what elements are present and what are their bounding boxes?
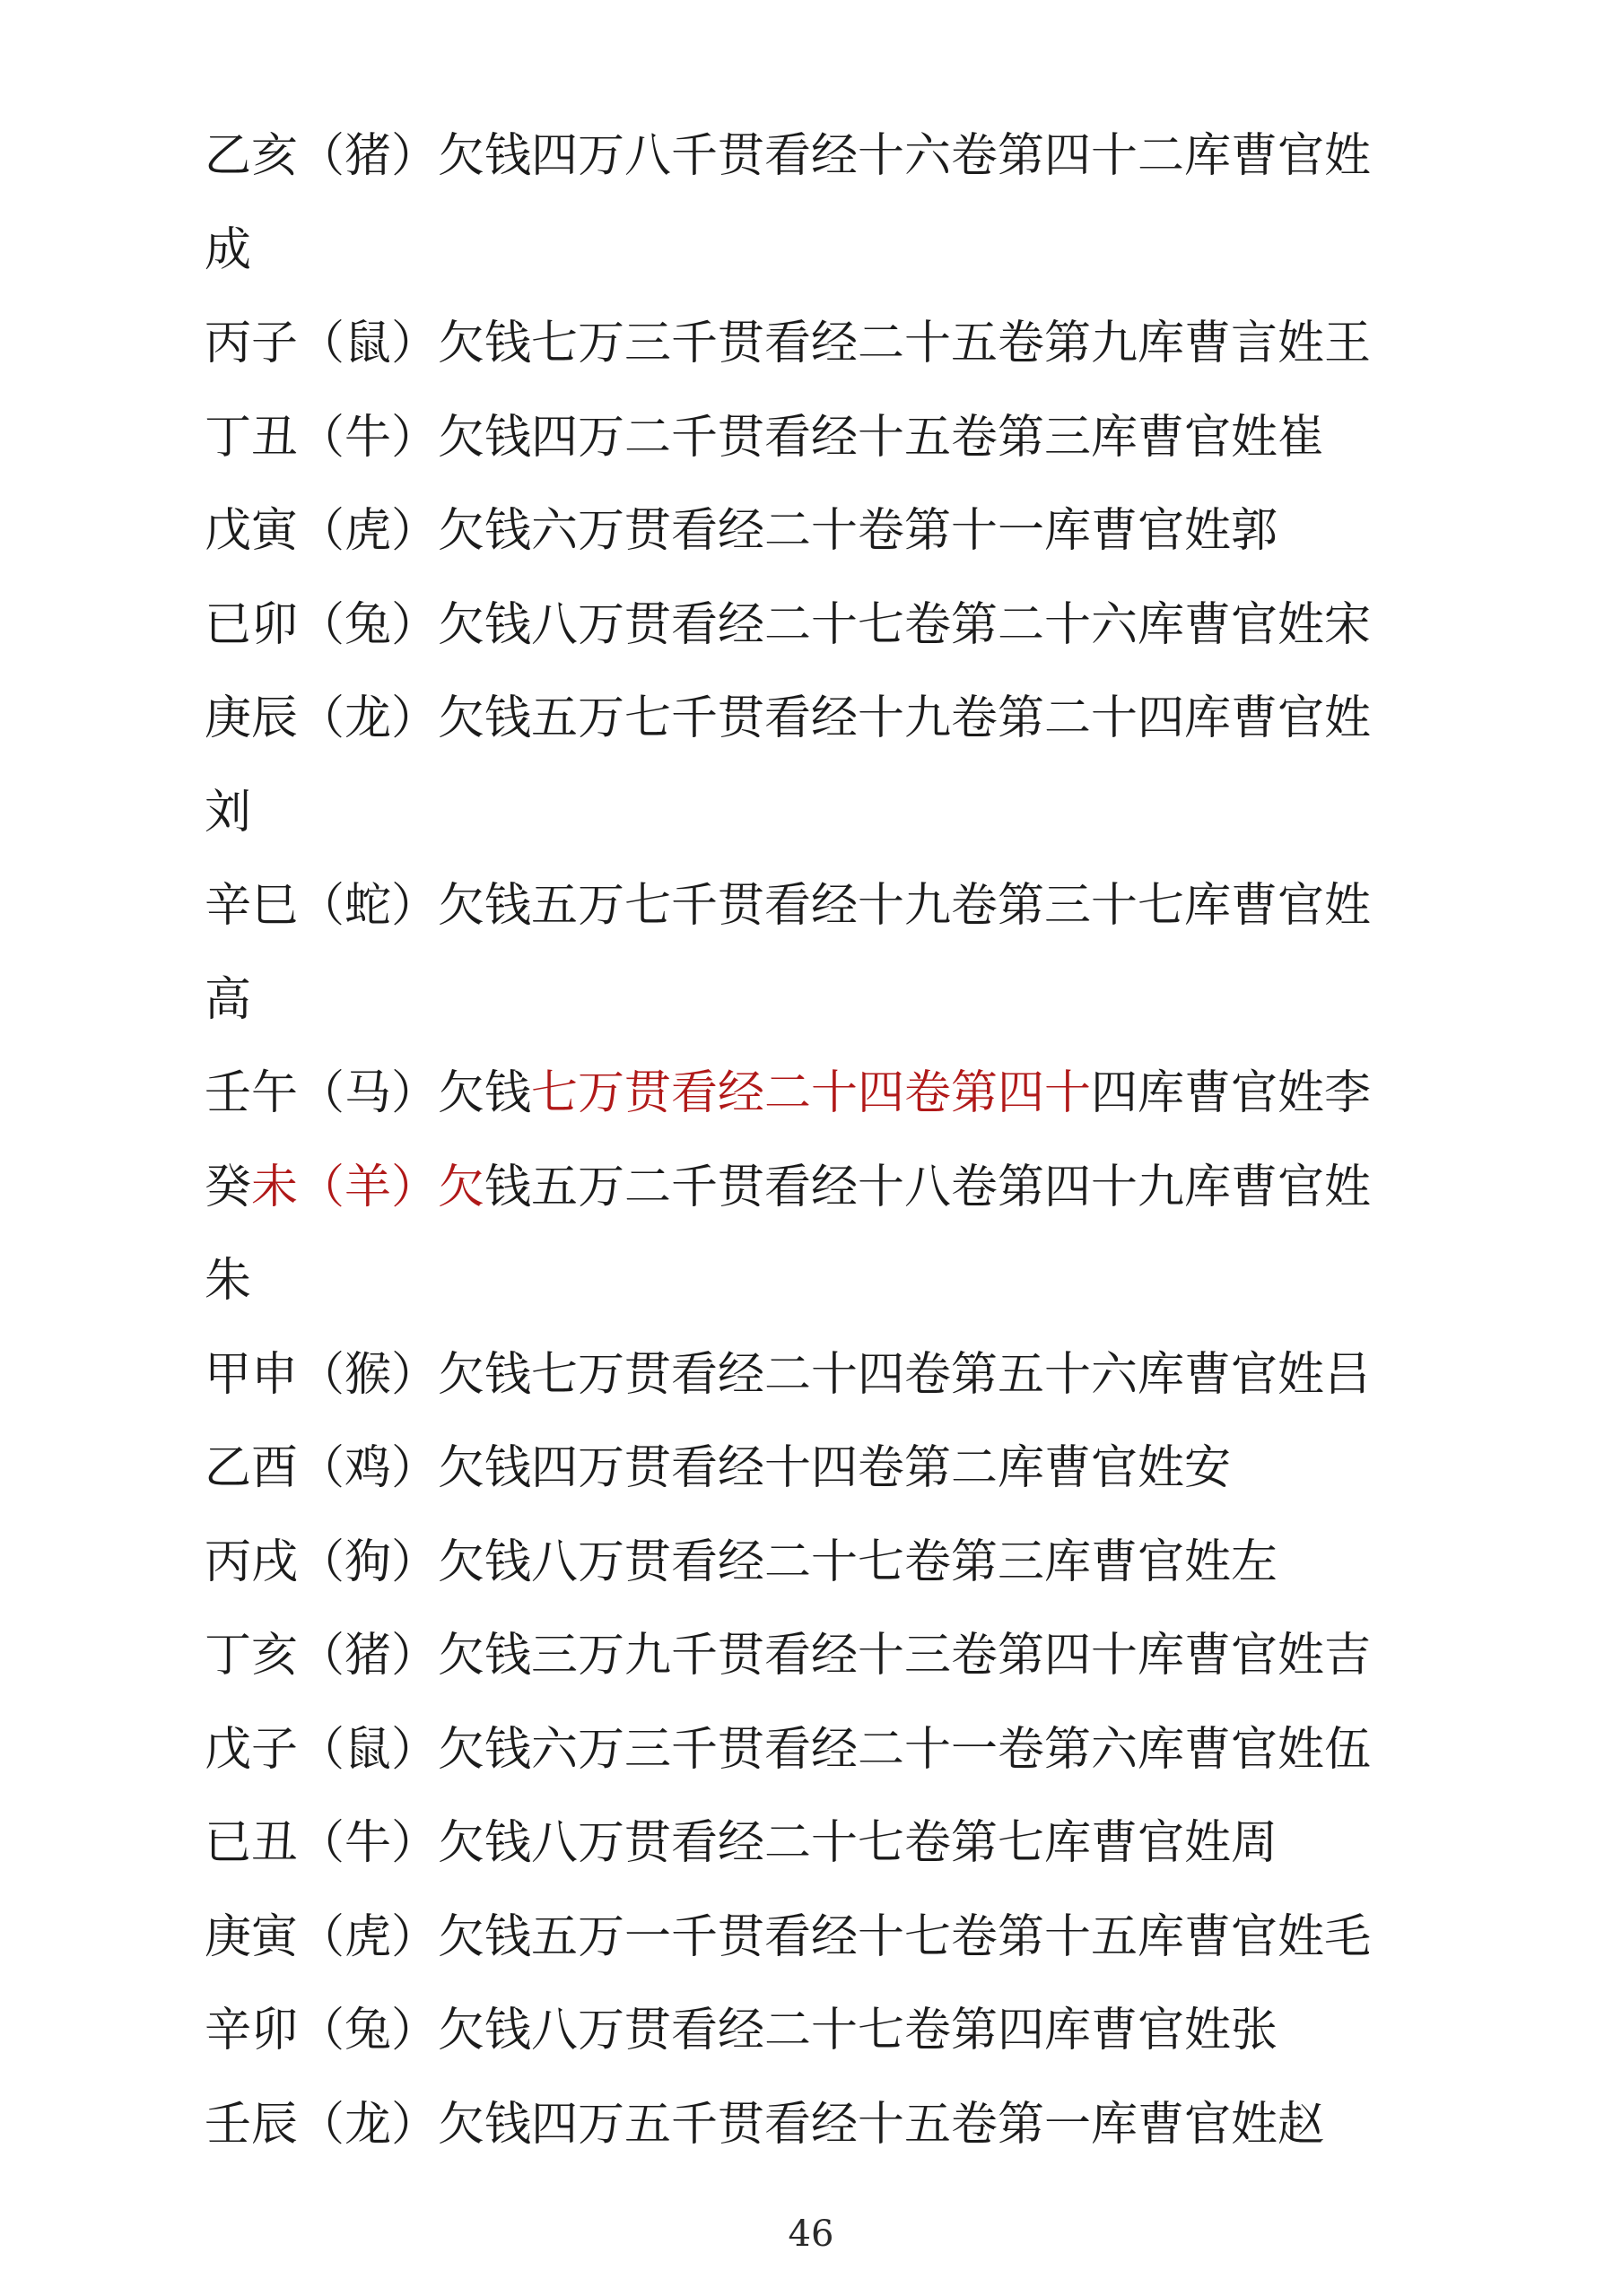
highlighted-text-segment: 七万贯看经二十四卷第四十: [531, 1066, 1092, 1120]
text-line: [205, 578, 1461, 673]
text-line: [205, 766, 1461, 860]
text-line: [205, 2078, 1461, 2172]
text-line: [205, 1516, 1461, 1610]
text-segment: 乙亥（猪）欠钱四万八千贯看经十六卷第四十二库曹官姓: [205, 129, 1372, 183]
highlighted-text-segment: 未（羊）欠: [251, 1160, 485, 1214]
text-segment: 乙酉（鸡）欠钱四万贯看经十四卷第二库曹官姓安: [205, 1441, 1232, 1495]
text-segment: 丙戌（狗）欠钱八万贯看经二十七卷第三库曹官姓左: [205, 1535, 1278, 1589]
text-segment: 戊子（鼠）欠钱六万三千贯看经二十一卷第六库曹官姓伍: [205, 1722, 1372, 1777]
text-segment: 癸: [205, 1160, 252, 1214]
text-line: [205, 204, 1461, 298]
text-line: [205, 1328, 1461, 1422]
text-line: [205, 1796, 1461, 1891]
text-line: [205, 1984, 1461, 2078]
text-segment: 丁丑（牛）欠钱四万二千贯看经十五卷第三库曹官姓崔: [205, 410, 1325, 465]
text-segment: 朱: [205, 1254, 252, 1308]
text-segment: 庚辰（龙）欠钱五万七千贯看经十九卷第二十四库曹官姓: [205, 691, 1372, 745]
text-segment: 壬午（马）欠钱: [205, 1066, 532, 1120]
text-segment: 戊寅（虎）欠钱六万贯看经二十卷第十一库曹官姓郭: [205, 504, 1278, 558]
text-line: [205, 297, 1461, 391]
text-segment: 辛卯（兔）欠钱八万贯看经二十七卷第四库曹官姓张: [205, 2004, 1278, 2057]
text-segment: 成: [205, 222, 252, 277]
text-line: [205, 859, 1461, 953]
text-line: [205, 1141, 1461, 1235]
text-segment: 庚寅（虎）欠钱五万一千贯看经十七卷第十五库曹官姓毛: [205, 1909, 1372, 1964]
text-line: [205, 1891, 1461, 1985]
text-line: [205, 1047, 1461, 1141]
text-segment: 已丑（牛）欠钱八万贯看经二十七卷第七库曹官姓周: [205, 1816, 1278, 1870]
text-segment: 四库曹官姓李: [1091, 1066, 1372, 1120]
text-line: [205, 391, 1461, 485]
text-segment: 丙子（鼠）欠钱七万三千贯看经二十五卷第九库曹言姓王: [205, 317, 1372, 370]
text-block: [205, 109, 1461, 2171]
text-line: [205, 484, 1461, 578]
text-line: [205, 953, 1461, 1048]
text-segment: 丁亥（猪）欠钱三万九千贯看经十三卷第四十库曹官姓吉: [205, 1629, 1372, 1683]
text-segment: 高: [205, 972, 252, 1027]
text-segment: 辛巳（蛇）欠钱五万七千贯看经十九卷第三十七库曹官姓: [205, 879, 1372, 933]
text-line: [205, 1422, 1461, 1516]
text-line: [205, 109, 1461, 204]
text-line: [205, 1234, 1461, 1328]
text-line: [205, 1609, 1461, 1703]
text-segment: 甲申（猴）欠钱七万贯看经二十四卷第五十六库曹官姓吕: [205, 1347, 1372, 1402]
text-segment: 刘: [205, 785, 252, 839]
text-segment: 钱五万二千贯看经十八卷第四十九库曹官姓: [484, 1160, 1372, 1214]
page-number: 46: [788, 2213, 834, 2255]
text-segment: 壬辰（龙）欠钱四万五千贯看经十五卷第一库曹官姓赵: [205, 2097, 1325, 2152]
text-line: [205, 672, 1461, 766]
text-line: [205, 1703, 1461, 1797]
text-segment: 已卯（兔）欠钱八万贯看经二十七卷第二十六库曹官姓宋: [205, 597, 1372, 652]
